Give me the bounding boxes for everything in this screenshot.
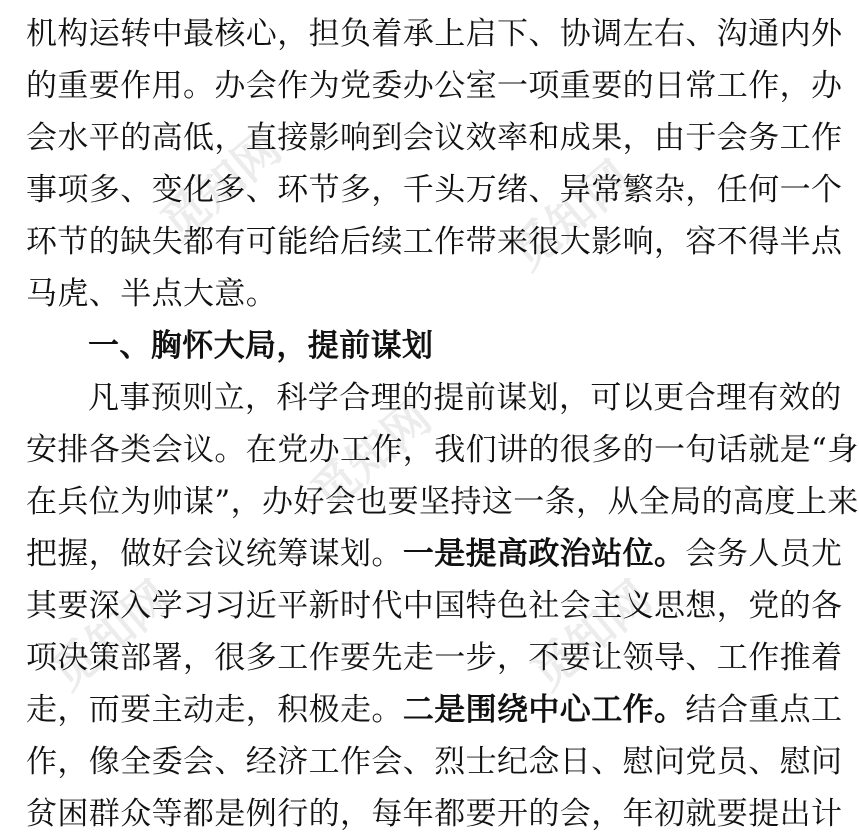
paragraph-line: 马虎、半点大意。: [26, 276, 278, 312]
section-heading: 一、胸怀大局，提前谋划: [88, 328, 434, 364]
watermark-text: 觅知网: [300, 390, 442, 521]
paragraph-line: [26, 684, 843, 736]
watermark-text: 觅知网: [520, 570, 662, 701]
watermark-text: 觅知网: [500, 150, 642, 281]
paragraph-line: 机构运转中最核心，担负着承上启下、协调左右、沟通内外: [26, 16, 843, 52]
paragraph-line: 的重要作用。办会作为党委办公室一项重要的日常工作，办: [26, 68, 843, 104]
bold-key-point: 一是提高政治站位。: [402, 536, 686, 572]
paragraph-line: 凡事预则立，科学合理的提前谋划，可以更合理有效的: [88, 380, 842, 416]
watermark-text: 觅知网: [150, 120, 292, 251]
paragraph-line: 在兵位为帅谋”，办好会也要坚持这一条，从全局的高度上来: [26, 484, 859, 520]
paragraph-line: 事项多、变化多、环节多，千头万绪、异常繁杂，任何一个: [26, 172, 843, 208]
paragraph-line: 作，像全委会、经济工作会、烈士纪念日、慰问党员、慰问: [26, 744, 843, 780]
bold-key-point: 二是围绕中心工作。: [402, 692, 686, 728]
line-text: 把握，做好会议统筹谋划。: [26, 536, 403, 572]
paragraph-line: 项决策部署，很多工作要先走一步，不要让领导、工作推着: [26, 640, 843, 676]
paragraph-line: 其要深入学习习近平新时代中国特色社会主义思想，党的各: [26, 588, 843, 624]
line-text: 会务人员尤: [685, 536, 843, 572]
paragraph-line: 环节的缺失都有可能给后续工作带来很大影响，容不得半点: [26, 224, 843, 260]
line-text: 走，而要主动走，积极走。: [26, 692, 403, 728]
paragraph-line: 会水平的高低，直接影响到会议效率和成果，由于会务工作: [26, 120, 843, 156]
watermark-text: 觅知网: [40, 570, 182, 701]
paragraph-line: 安排各类会议。在党办工作，我们讲的很多的一句话就是“身: [26, 432, 859, 468]
paragraph-line-cut: 贫困群众等都是例行的，每年都要开的会，年初就要提出计: [26, 796, 843, 832]
paragraph-line: [26, 528, 843, 580]
line-text: 结合重点工: [685, 692, 843, 728]
